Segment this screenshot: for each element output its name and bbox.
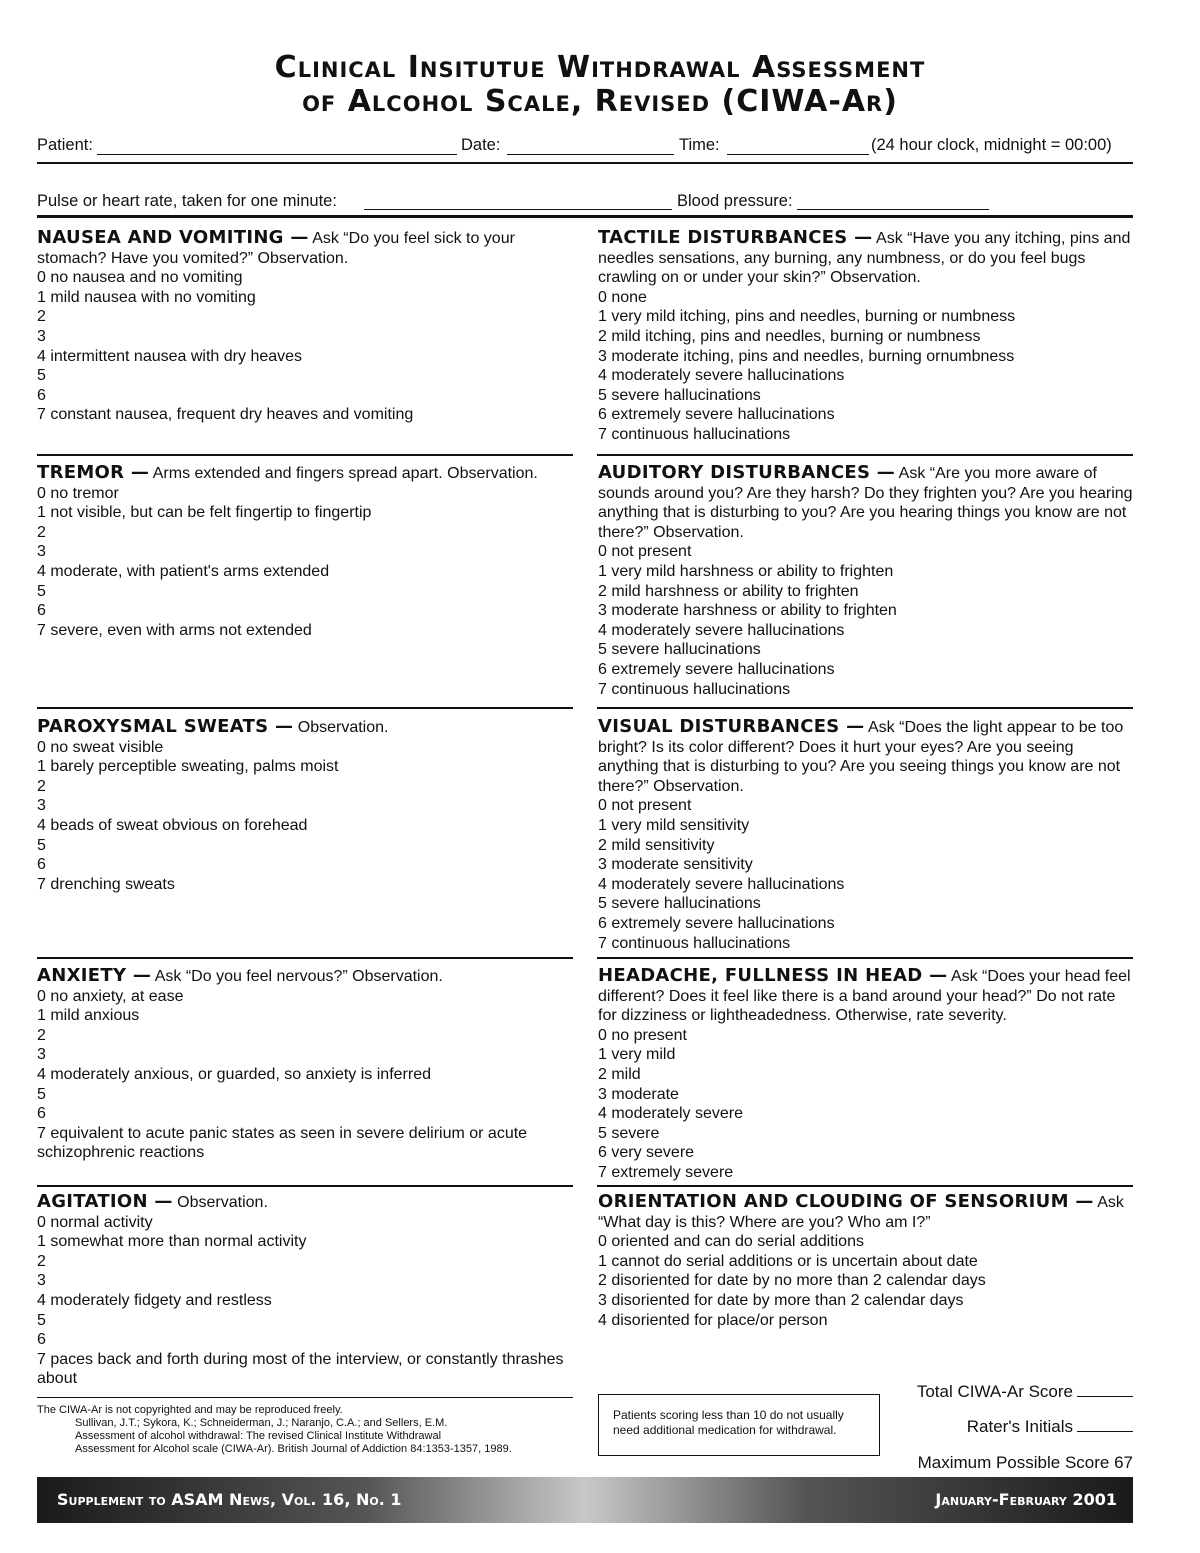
rating-option[interactable]: 1 very mild itching, pins and needles, burning or numbness	[598, 308, 1016, 326]
section-title: TREMOR —	[37, 462, 150, 483]
rating-option[interactable]: 4 moderate, with patient's arms extended	[37, 562, 330, 580]
rating-option[interactable]: 5 severe hallucinations	[598, 386, 761, 404]
rating-option[interactable]: 7 continuous hallucinations	[598, 680, 791, 698]
section-title: HEADACHE, FULLNESS IN HEAD —	[598, 965, 948, 986]
max-score-label: Maximum Possible Score 67	[917, 1453, 1133, 1472]
rating-option[interactable]: 0 not present	[598, 797, 692, 815]
clock-note: (24 hour clock, midnight = 00:00)	[871, 136, 1112, 154]
section-nausea	[37, 228, 573, 425]
rating-option[interactable]: 5	[37, 836, 46, 854]
rating-option[interactable]: 5 severe hallucinations	[598, 641, 761, 659]
rating-option[interactable]: 3	[37, 543, 46, 561]
rating-option[interactable]: 7 continuous hallucinations	[598, 425, 791, 443]
rating-option[interactable]: 7 equivalent to acute panic states as seen in severe delirium or acute schizophrenic reactions	[37, 1124, 528, 1162]
rating-option[interactable]: 0 not present	[598, 543, 692, 561]
section-tremor	[37, 463, 573, 640]
rating-option[interactable]: 1 cannot do serial additions or is uncertain about date	[598, 1252, 978, 1270]
time-field[interactable]	[727, 154, 869, 155]
rating-option[interactable]: 7 paces back and forth during most of the interview, or constantly thrashes about	[37, 1350, 564, 1388]
rating-option[interactable]: 3 moderate harshness or ability to frighten	[598, 602, 897, 620]
rating-option[interactable]: 6	[37, 386, 46, 404]
rating-option[interactable]: 0 no sweat visible	[37, 738, 164, 756]
rating-option[interactable]: 5	[37, 582, 46, 600]
citation	[37, 1404, 597, 1456]
section-prompt: Observation.	[172, 1194, 268, 1211]
rating-option[interactable]: 4 moderately severe hallucinations	[598, 621, 845, 639]
total-score-field[interactable]	[1077, 1396, 1133, 1397]
section-title: AUDITORY DISTURBANCES —	[598, 462, 896, 483]
rating-option[interactable]: 6	[37, 856, 46, 874]
section-prompt: Ask “Does the light appear to be too bright? Is its color different? Does it hurt your eyes? Are you seeing anything that is disturbing to you? Are you seeing things you know are not there?” Observation.	[598, 719, 1124, 795]
rating-option[interactable]: 4 disoriented for place/or person	[598, 1311, 828, 1329]
section-divider	[597, 957, 1133, 960]
section-title: ORIENTATION AND CLOUDING OF SENSORIUM —	[598, 1191, 1094, 1212]
rating-option[interactable]: 1 mild anxious	[37, 1007, 140, 1025]
rating-option[interactable]: 1 mild nausea with no vomiting	[37, 288, 256, 306]
section-prompt: Ask “Are you more aware of sounds around you? Are they harsh? Do they frighten you? Are you hearing anything that is disturbing to you? Are you hearing things you know are not there?” Observation.	[598, 465, 1133, 541]
section-anxiety	[37, 966, 573, 1163]
rating-option[interactable]: 3 moderate itching, pins and needles, burning ornumbness	[598, 347, 1015, 365]
citation-line: The CIWA-Ar is not copyrighted and may be reproduced freely.	[37, 1404, 343, 1416]
rating-option[interactable]: 3	[37, 327, 46, 345]
rating-option[interactable]: 1 not visible, but can be felt fingertip to fingertip	[37, 504, 372, 522]
citation-line: Assessment of alcohol withdrawal: The revised Clinical Institute Withdrawal	[75, 1430, 442, 1442]
rating-option[interactable]: 5 severe hallucinations	[598, 895, 761, 913]
rating-option[interactable]: 3	[37, 797, 46, 815]
blood-pressure-field[interactable]	[797, 209, 989, 210]
section-title: NAUSEA AND VOMITING —	[37, 227, 309, 248]
citation-line: Sullivan, J.T.; Sykora, K.; Schneiderman, J.; Naranjo, C.A.; and Sellers, E.M.	[75, 1417, 448, 1429]
date-label: Date:	[461, 136, 501, 154]
rating-option[interactable]: 5	[37, 1085, 46, 1103]
rating-option[interactable]: 2	[37, 1252, 46, 1270]
section-sweats	[37, 717, 573, 894]
rating-option[interactable]: 3 disoriented for date by more than 2 calendar days	[598, 1291, 964, 1309]
section-prompt: Ask “Have you any itching, pins and needles sensations, any burning, any numbness, or do you feel bugs crawling on or under your skin?” Observation.	[598, 230, 1131, 287]
section-orientation	[598, 1192, 1134, 1330]
scoring-note: Patients scoring less than 10 do not usually need additional medication for withdrawal.	[613, 1408, 844, 1437]
rating-option[interactable]: 1 very mild	[598, 1046, 676, 1064]
rating-option[interactable]: 6 extremely severe hallucinations	[598, 660, 835, 678]
rating-option[interactable]: 6	[37, 1105, 46, 1123]
patient-field[interactable]	[97, 154, 457, 155]
section-title: VISUAL DISTURBANCES —	[598, 716, 865, 737]
header-divider	[37, 162, 1133, 164]
rating-option[interactable]: 4 moderately severe hallucinations	[598, 875, 845, 893]
rating-option[interactable]: 3 moderate	[598, 1085, 679, 1103]
section-title: TACTILE DISTURBANCES —	[598, 227, 873, 248]
rating-option[interactable]: 2 mild itching, pins and needles, burning or numbness	[598, 327, 981, 345]
rating-option[interactable]: 7 severe, even with arms not extended	[37, 621, 312, 639]
section-title: ANXIETY —	[37, 965, 152, 986]
section-title: AGITATION —	[37, 1191, 173, 1212]
footer-left: Supplement to ASAM News, Vol. 16, No. 1	[57, 1490, 402, 1509]
rating-option[interactable]: 0 no present	[598, 1026, 687, 1044]
rater-initials-label: Rater's Initials	[966, 1417, 1073, 1436]
section-divider	[37, 1185, 573, 1188]
section-divider	[597, 1185, 1133, 1188]
rating-option[interactable]: 5	[37, 1311, 46, 1329]
section-divider	[37, 957, 573, 960]
total-score	[917, 1382, 1133, 1402]
section-title: PAROXYSMAL SWEATS —	[37, 716, 294, 737]
citation-divider	[37, 1397, 573, 1399]
rating-option[interactable]: 4 beads of sweat obvious on forehead	[37, 816, 308, 834]
section-divider	[597, 707, 1133, 710]
rater-initials-field[interactable]	[1077, 1431, 1133, 1432]
rating-option[interactable]: 1 barely perceptible sweating, palms moist	[37, 758, 339, 776]
rating-option[interactable]: 4 moderately anxious, or guarded, so anxiety is inferred	[37, 1065, 431, 1083]
rating-option[interactable]: 7 drenching sweats	[37, 875, 175, 893]
section-divider	[37, 707, 573, 710]
rating-option[interactable]: 6	[37, 1331, 46, 1349]
rating-option[interactable]: 2	[37, 777, 46, 795]
rating-option[interactable]: 3	[37, 1272, 46, 1290]
rating-option[interactable]: 2 mild harshness or ability to frighten	[598, 582, 859, 600]
title-line-2: of Alcohol Scale, Revised (CIWA-Ar)	[302, 84, 898, 119]
section-prompt: Arms extended and fingers spread apart. Observation.	[149, 465, 538, 482]
rating-option[interactable]: 3 moderate sensitivity	[598, 856, 753, 874]
rating-option[interactable]: 5	[37, 367, 46, 385]
rating-option[interactable]: 4 moderately severe hallucinations	[598, 367, 845, 385]
rating-option[interactable]: 1 very mild sensitivity	[598, 816, 750, 834]
section-tactile	[598, 228, 1134, 445]
rating-option[interactable]: 0 oriented and can do serial additions	[598, 1233, 864, 1251]
rating-option[interactable]: 0 no anxiety, at ease	[37, 987, 184, 1005]
rating-option[interactable]: 2 mild sensitivity	[598, 836, 715, 854]
section-headache	[598, 966, 1134, 1183]
title-line-1: Clinical Insitutue Withdrawal Assessment	[274, 50, 926, 85]
rating-option[interactable]: 7 continuous hallucinations	[598, 934, 791, 952]
rating-option[interactable]: 1 somewhat more than normal activity	[37, 1233, 307, 1251]
pulse-field[interactable]	[364, 209, 672, 210]
section-prompt: Ask “Does your head feel different? Does it feel like there is a band around your head?” Do not rate for dizziness or lightheadedness. Otherwise, rate severity.	[598, 968, 1131, 1025]
date-field[interactable]	[507, 154, 674, 155]
section-agitation	[37, 1192, 573, 1389]
rating-option[interactable]: 0 none	[598, 288, 647, 306]
rating-option[interactable]: 1 very mild harshness or ability to frighten	[598, 562, 894, 580]
rating-option[interactable]: 4 moderately fidgety and restless	[37, 1291, 272, 1309]
citation-line: Assessment for Alcohol scale (CIWA-Ar). British Journal of Addiction 84:1353-1357, 1989.	[75, 1443, 512, 1455]
rating-option[interactable]: 2 disoriented for date by no more than 2 calendar days	[598, 1272, 986, 1290]
rating-option[interactable]: 2	[37, 308, 46, 326]
rating-option[interactable]: 0 no tremor	[37, 484, 119, 502]
section-divider	[37, 454, 573, 457]
rating-option[interactable]: 7 extremely severe	[598, 1163, 734, 1181]
header-divider-2	[37, 215, 1133, 218]
rating-option[interactable]: 3	[37, 1046, 46, 1064]
rating-option[interactable]: 4 intermittent nausea with dry heaves	[37, 347, 303, 365]
footer-right: January-February 2001	[935, 1490, 1117, 1509]
rating-option[interactable]: 6 very severe	[598, 1144, 695, 1162]
section-prompt: Ask “Do you feel nervous?” Observation.	[151, 968, 443, 985]
max-score	[918, 1453, 1133, 1473]
rating-option[interactable]: 6 extremely severe hallucinations	[598, 406, 835, 424]
rating-option[interactable]: 2	[37, 1026, 46, 1044]
section-prompt: Observation.	[293, 719, 389, 736]
rating-option[interactable]: 0 no nausea and no vomiting	[37, 269, 243, 287]
rating-option[interactable]: 0 normal activity	[37, 1213, 153, 1231]
rating-option[interactable]: 2	[37, 523, 46, 541]
section-prompt: Ask “Do you feel sick to your stomach? Have you vomited?” Observation.	[37, 230, 515, 267]
pulse-label: Pulse or heart rate, taken for one minute:	[37, 192, 337, 210]
total-score-label: Total CIWA-Ar Score	[916, 1382, 1073, 1401]
section-prompt: Ask “What day is this? Where are you? Who am I?”	[598, 1194, 1124, 1231]
time-label: Time:	[679, 136, 720, 154]
rating-option[interactable]: 7 constant nausea, frequent dry heaves and vomiting	[37, 406, 414, 424]
patient-label: Patient:	[37, 136, 93, 154]
rating-option[interactable]: 4 moderately severe	[598, 1105, 743, 1123]
section-auditory	[598, 463, 1134, 699]
rating-option[interactable]: 5 severe	[598, 1124, 660, 1142]
rater-initials	[967, 1417, 1133, 1437]
footer-banner	[37, 1477, 1133, 1523]
scoring-note-box	[598, 1394, 880, 1456]
section-divider	[597, 454, 1133, 457]
bp-label: Blood pressure:	[677, 192, 793, 210]
rating-option[interactable]: 2 mild	[598, 1065, 641, 1083]
rating-option[interactable]: 6 extremely severe hallucinations	[598, 914, 835, 932]
section-visual	[598, 717, 1134, 953]
rating-option[interactable]: 6	[37, 602, 46, 620]
